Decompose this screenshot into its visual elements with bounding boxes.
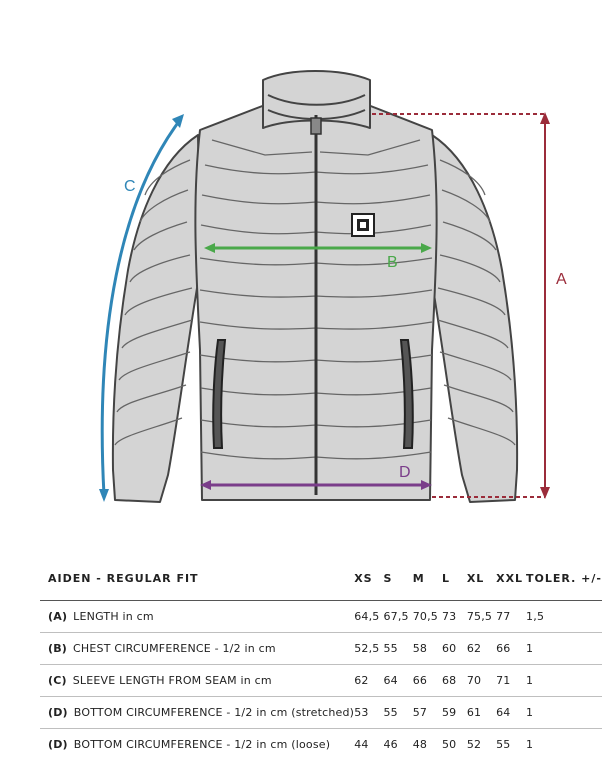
- label-d: D: [399, 464, 411, 481]
- label-b: B: [387, 254, 398, 271]
- table-row: [40, 665, 602, 697]
- size-header-s: S: [383, 557, 412, 601]
- tolerance-header: TOLER. +/-: [526, 557, 602, 601]
- cell-value: 55: [496, 729, 526, 761]
- cell-value: 58: [413, 633, 442, 665]
- size-chart-table: [40, 557, 602, 760]
- table-row: [40, 729, 602, 761]
- zipper-pull: [311, 118, 321, 134]
- cell-value: 55: [383, 633, 412, 665]
- cell-value: 60: [442, 633, 467, 665]
- row-code: (D): [48, 706, 68, 719]
- logo-patch: [352, 214, 374, 236]
- table-row: [40, 601, 602, 633]
- row-label: BOTTOM CIRCUMFERENCE - 1/2 in cm (stretched): [73, 706, 355, 719]
- cell-tolerance: 1: [526, 665, 602, 697]
- size-header-xl: XL: [467, 557, 496, 601]
- cell-tolerance: 1: [526, 697, 602, 729]
- cell-value: 66: [413, 665, 442, 697]
- table-row: [40, 633, 602, 665]
- row-label: BOTTOM CIRCUMFERENCE - 1/2 in cm (loose): [73, 738, 331, 751]
- row-code: (D): [48, 738, 68, 751]
- cell-value: 75,5: [467, 601, 496, 633]
- cell-value: 59: [442, 697, 467, 729]
- cell-tolerance: 1,5: [526, 601, 602, 633]
- cell-value: 77: [496, 601, 526, 633]
- size-header-xxl: XXL: [496, 557, 526, 601]
- cell-value: 46: [383, 729, 412, 761]
- table-title: AIDEN - REGULAR FIT: [40, 557, 354, 601]
- cell-value: 66: [496, 633, 526, 665]
- row-code: (B): [48, 642, 68, 655]
- label-c: C: [124, 178, 136, 195]
- cell-value: 52,5: [354, 633, 383, 665]
- cell-value: 70,5: [413, 601, 442, 633]
- table-header-row: [40, 557, 602, 601]
- cell-value: 62: [354, 665, 383, 697]
- cell-value: 62: [467, 633, 496, 665]
- row-label: CHEST CIRCUMFERENCE - 1/2 in cm: [73, 642, 276, 655]
- cell-value: 50: [442, 729, 467, 761]
- row-code: (C): [48, 674, 67, 687]
- label-a: A: [556, 271, 567, 288]
- size-header-l: L: [442, 557, 467, 601]
- cell-value: 71: [496, 665, 526, 697]
- row-label: SLEEVE LENGTH FROM SEAM in cm: [72, 674, 272, 687]
- cell-value: 48: [413, 729, 442, 761]
- cell-value: 64: [383, 665, 412, 697]
- size-header-xs: XS: [354, 557, 383, 601]
- cell-tolerance: 1: [526, 633, 602, 665]
- cell-value: 53: [354, 697, 383, 729]
- row-code: (A): [48, 610, 68, 623]
- cell-value: 44: [354, 729, 383, 761]
- cell-value: 55: [383, 697, 412, 729]
- cell-value: 61: [467, 697, 496, 729]
- cell-value: 64,5: [354, 601, 383, 633]
- cell-value: 52: [467, 729, 496, 761]
- size-header-m: M: [413, 557, 442, 601]
- cell-value: 68: [442, 665, 467, 697]
- cell-value: 64: [496, 697, 526, 729]
- row-label: LENGTH in cm: [73, 610, 154, 623]
- table-row: [40, 697, 602, 729]
- cell-value: 73: [442, 601, 467, 633]
- cell-value: 57: [413, 697, 442, 729]
- cell-value: 70: [467, 665, 496, 697]
- cell-value: 67,5: [383, 601, 412, 633]
- cell-tolerance: 1: [526, 729, 602, 761]
